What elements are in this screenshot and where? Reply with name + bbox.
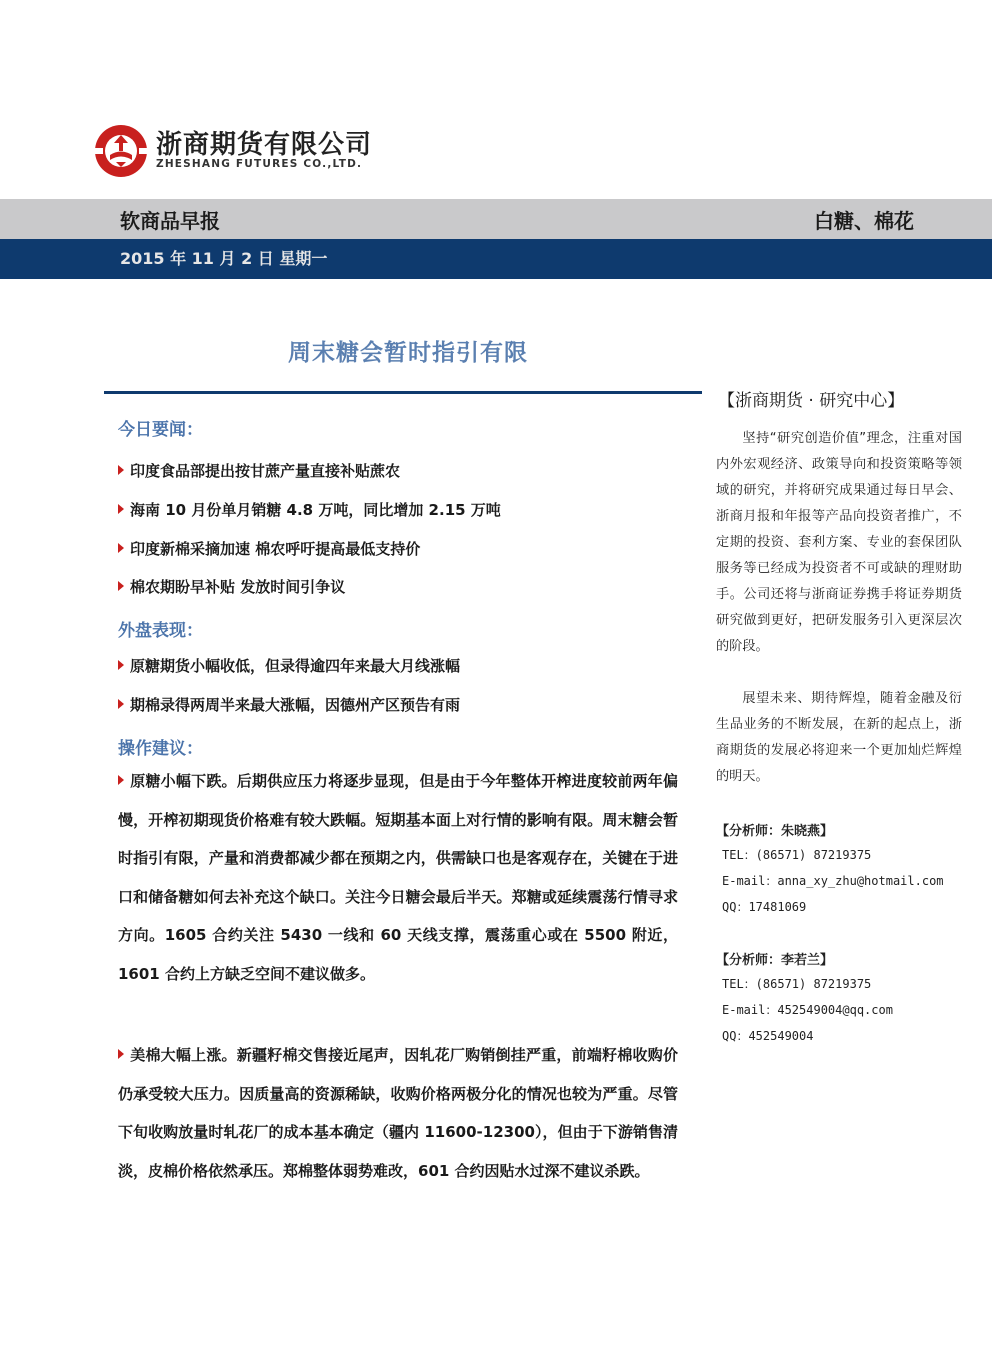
triangle-right-icon [118,1049,124,1059]
list-item: 海南 10 月份单月销糖 4.8 万吨，同比增加 2.15 万吨 [118,499,501,520]
analyst-email: E-mail：452549004@qq.com [722,1003,893,1017]
analyst-tel: TEL：(86571) 87219375 [722,977,872,991]
triangle-right-icon [118,660,124,670]
company-name-en: ZHESHANG FUTURES CO.,LTD. [156,158,363,170]
triangle-right-icon [118,699,124,709]
report-topic: 白糖、棉花 [814,209,914,233]
analyst-title: 【分析师：李若兰】 [716,953,834,968]
triangle-right-icon [118,775,124,785]
section-heading-external: 外盘表现： [118,621,203,641]
sidebar-outlook-paragraph: 展望未来、期待辉煌，随着金融及衍生品业务的不断发展，在新的起点上，浙商期货的发展必将迎来一个更加灿烂辉煌的明天。 [716,691,962,784]
analyst-title: 【分析师：朱晓燕】 [716,824,834,839]
section-heading-today: 今日要闻： [118,420,203,440]
company-name-cn: 浙商期货有限公司 [156,130,373,160]
list-item: 原糖期货小幅收低，但录得逾四年来最大月线涨幅 [118,655,460,676]
headline-divider [104,391,702,394]
sidebar-title: 【浙商期货 · 研究中心】 [718,391,905,411]
list-item: 印度食品部提出按甘蔗产量直接补贴蔗农 [118,460,400,481]
triangle-right-icon [118,465,124,475]
triangle-right-icon [118,504,124,514]
analyst-qq: QQ：452549004 [722,1029,814,1043]
triangle-right-icon [118,543,124,553]
analyst-tel: TEL：(86571) 87219375 [722,848,872,862]
analyst-qq: QQ：17481069 [722,900,807,914]
list-item: 期棉录得两周半来最大涨幅，因德州产区预告有雨 [118,694,460,715]
list-item: 印度新棉采摘加速 棉农呼吁提高最低支持价 [118,538,420,559]
zheshang-logo-icon [94,124,148,178]
sidebar-intro-paragraph: 坚持“研究创造价值”理念，注重对国内外宏观经济、政策导向和投资策略等领域的研究，并将研究成果通过每日早会、浙商月报和年报等产品向投资者推广，不定期的投资、套利方案、专业的套保团队服务等已经成为投资者不可或缺的理财助手。公司还将与浙商证券携手将证券期货研究做到更好，把研发服务引入更深层次的阶段。 [716,431,962,654]
triangle-right-icon [118,581,124,591]
advice-paragraph-sugar: 原糖小幅下跌。后期供应压力将逐步显现，但是由于今年整体开榨进度较前两年偏慢，开榨初期现货价格难有较大跌幅。短期基本面上对行情的影响有限。周末糖会暂时指引有限，产量和消费都减少都在预期之内，供需缺口也是客观存在，关键在于进口和储备糖如何去补充这个缺口。关注今日糖会最后半天。郑糖或延续震荡行情寻求方向。1605 合约关注 5430 一线和 60 天线支撑，震荡重心或在 5500 附近，1601 合约上方缺乏空间不建议做多。 [118,772,678,983]
advice-paragraph-cotton: 美棉大幅上涨。新疆籽棉交售接近尾声，因轧花厂购销倒挂严重，前端籽棉收购价仍承受较大压力。因质量高的资源稀缺，收购价格两极分化的情况也较为严重。尽管下旬收购放量时轧花厂的成本基本确定（疆内 11600-12300），但由于下游销售清淡，皮棉价格依然承压。郑棉整体弱势难改，601 合约因贴水过深不建议杀跌。 [118,1046,678,1180]
report-date: 2015 年 11 月 2 日 星期一 [120,249,328,268]
headline: 周末糖会暂时指引有限 [288,340,528,366]
report-title: 软商品早报 [120,209,220,233]
analyst-email: E-mail：anna_xy_zhu@hotmail.com [722,874,944,888]
section-heading-advice: 操作建议： [118,739,203,759]
company-logo [94,124,374,180]
list-item: 棉农期盼早补贴 发放时间引争议 [118,576,345,597]
